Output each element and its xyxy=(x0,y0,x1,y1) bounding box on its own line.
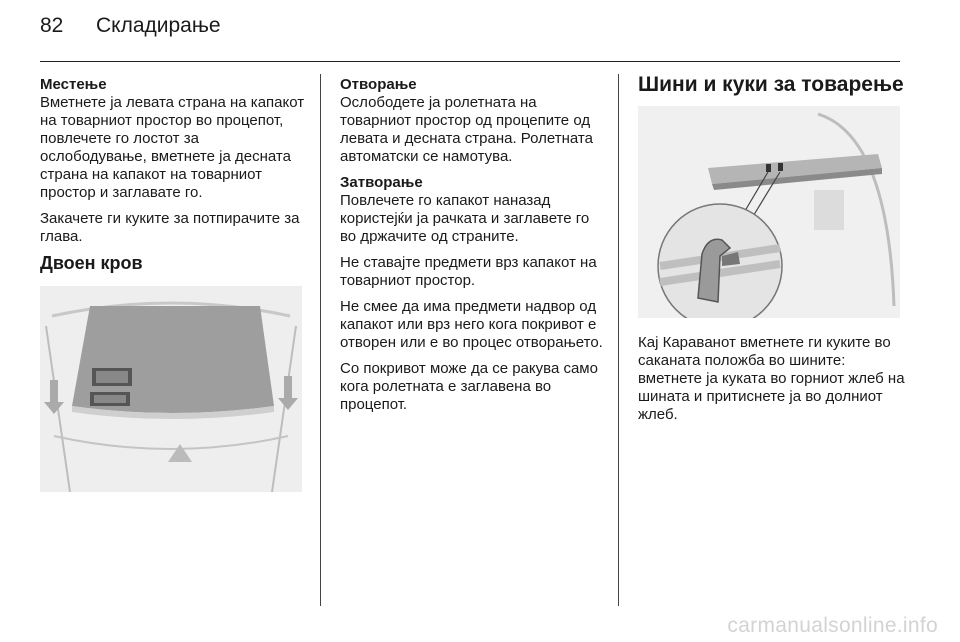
paragraph: Со покривот може да се ракува само кога ролетната е заглавена во процепот. xyxy=(340,360,598,413)
paragraph: Ослободете ја ролетната на товарниот простор од процепите од левата и десната страна. Ролетната автоматски се намотува. xyxy=(340,94,593,165)
heading-otvorање: Отворање xyxy=(340,76,417,93)
heading-zatvorање: Затворање xyxy=(340,174,423,191)
page-header xyxy=(40,14,221,38)
heading-dvoen-krov: Двоен кров xyxy=(40,253,143,273)
heading-shini-kuki: Шини и куки за товарење xyxy=(638,73,904,96)
watermark: carmanualsonline.info xyxy=(727,614,938,637)
header-rule xyxy=(40,61,900,62)
paragraph: Закачете ги куките за потпирачите за глава. xyxy=(40,210,300,245)
paragraph: Не смее да има предмети надвор од капакот или врз него кога покривот е отворен или е во процес отворањето. xyxy=(340,298,603,351)
heading-mesteње: Местење xyxy=(40,76,107,93)
column-1 xyxy=(40,76,308,492)
column-divider-right xyxy=(618,74,619,606)
paragraph: Повлечете го капакот наназад користејќи ја рачката и заглавете го во држачите од страните. xyxy=(340,192,590,245)
paragraph: Кај Каравaнот вметнете ги куките во саканата положба во шините: вметнете ја куката во горниот жлеб на шината и притиснете ја во долниот жлеб. xyxy=(638,334,905,423)
column-3 xyxy=(638,73,908,432)
paragraph: Не ставајте предмети врз капакот на товарниот простор. xyxy=(340,254,597,289)
load-rail-hook-illustration xyxy=(638,106,900,318)
page-title: Складирање xyxy=(96,14,221,37)
column-divider-left xyxy=(320,74,321,606)
page-number: 82 xyxy=(40,14,64,37)
column-2 xyxy=(340,76,606,422)
cargo-cover-illustration xyxy=(40,286,302,492)
paragraph: Вметнете ја левата страна на капакот на товарниот простор во процепот, повлечете го лостот за ослободување, вметнете ја десната страна на капакот на товарниот простор и заглавате го. xyxy=(40,94,305,201)
